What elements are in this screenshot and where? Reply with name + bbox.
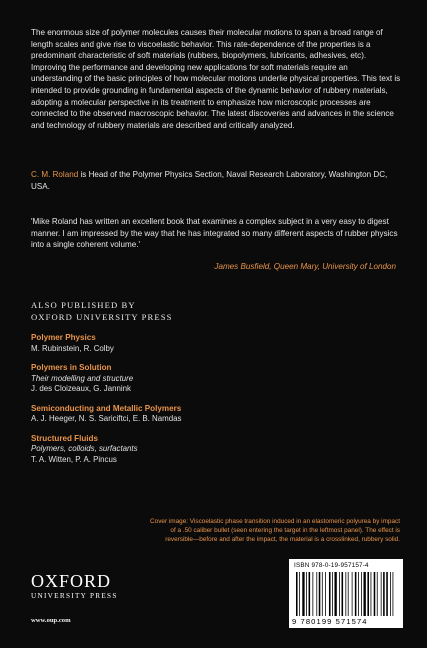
related-book-authors: M. Rubinstein, R. Colby xyxy=(31,343,114,353)
related-book-subtitle: Polymers, colloids, surfactants xyxy=(31,444,138,453)
author-bio-text: is Head of the Polymer Physics Section, Naval Research Laboratory, Washington DC, USA. xyxy=(31,170,388,191)
related-book xyxy=(31,363,391,395)
author-bio xyxy=(31,169,401,192)
related-book-title: Semiconducting and Metallic Polymers xyxy=(31,403,182,413)
related-book-title: Polymers in Solution xyxy=(31,363,112,372)
related-book xyxy=(31,434,391,466)
also-published-line-2: OXFORD UNIVERSITY PRESS xyxy=(31,312,173,322)
related-book-title: Polymer Physics xyxy=(31,333,96,342)
publisher-logo-name: OXFORD xyxy=(31,571,112,591)
isbn-barcode-panel xyxy=(289,559,403,628)
related-book-subtitle: Their modelling and structure xyxy=(31,373,134,383)
author-name: C. M. Roland xyxy=(31,170,79,179)
cover-image-caption: Cover image: Viscoelastic phase transition induced in an elastomeric polyurea by impact of a .50 caliber bullet (seen entering the target in the leftmost panel). The effect is reversible—before and after the impact, the material is a crosslinked, rubbery solid. xyxy=(150,518,400,544)
book-description: The enormous size of polymer molecules causes their molecular motions to span a broad range of length scales and give rise to viscoelastic behavior. This rate-dependence of the properties is a predominant characteristic of soft materials (rubbers, biopolymers, lubricants, adhesives, etc). Improving the performance and developing new applications for soft materials require an understanding of the basic principles of how molecular motions underlie physical properties. This text is intended to provide grounding in fundamental aspects of the dynamic behavior of rubbery materials, adopting a molecular perspective in its treatment to emphasize how microscopic processes are connected to the observed macroscopic behavior. The latest discoveries and advances in the science and technology of rubbery materials are described and critically analyzed. xyxy=(31,28,401,130)
related-book-authors: A. J. Heeger, N. S. Sariciftci, E. B. Namdas xyxy=(31,414,182,423)
related-book xyxy=(31,333,391,354)
publisher-logo xyxy=(31,572,118,600)
related-book-authors: J. des Cloizeaux, G. Jannink xyxy=(31,384,131,393)
publisher-url: www.oup.com xyxy=(31,617,71,624)
also-published-heading xyxy=(31,299,173,323)
also-published-line-1: ALSO PUBLISHED BY xyxy=(31,300,136,310)
related-books-list xyxy=(31,333,391,474)
related-book-title: Structured Fluids xyxy=(31,433,99,443)
barcode-graphic xyxy=(294,572,398,616)
isbn-number: ISBN 978-0-19-957157-4 xyxy=(294,562,369,569)
related-book-authors: T. A. Witten, P. A. Pincus xyxy=(31,454,117,464)
review-quote: 'Mike Roland has written an excellent book that examines a complex subject in a very easy to digest manner. I am impressed by the way that he has integrated so many different aspects of rubber physics into a single coherent volume.' xyxy=(31,217,398,250)
review-attribution: James Busfield, Queen Mary, University of London xyxy=(214,262,396,271)
publisher-logo-sub: UNIVERSITY PRESS xyxy=(31,592,118,600)
barcode-digits: 9 780199 571574 xyxy=(292,617,368,626)
related-book xyxy=(31,404,391,425)
